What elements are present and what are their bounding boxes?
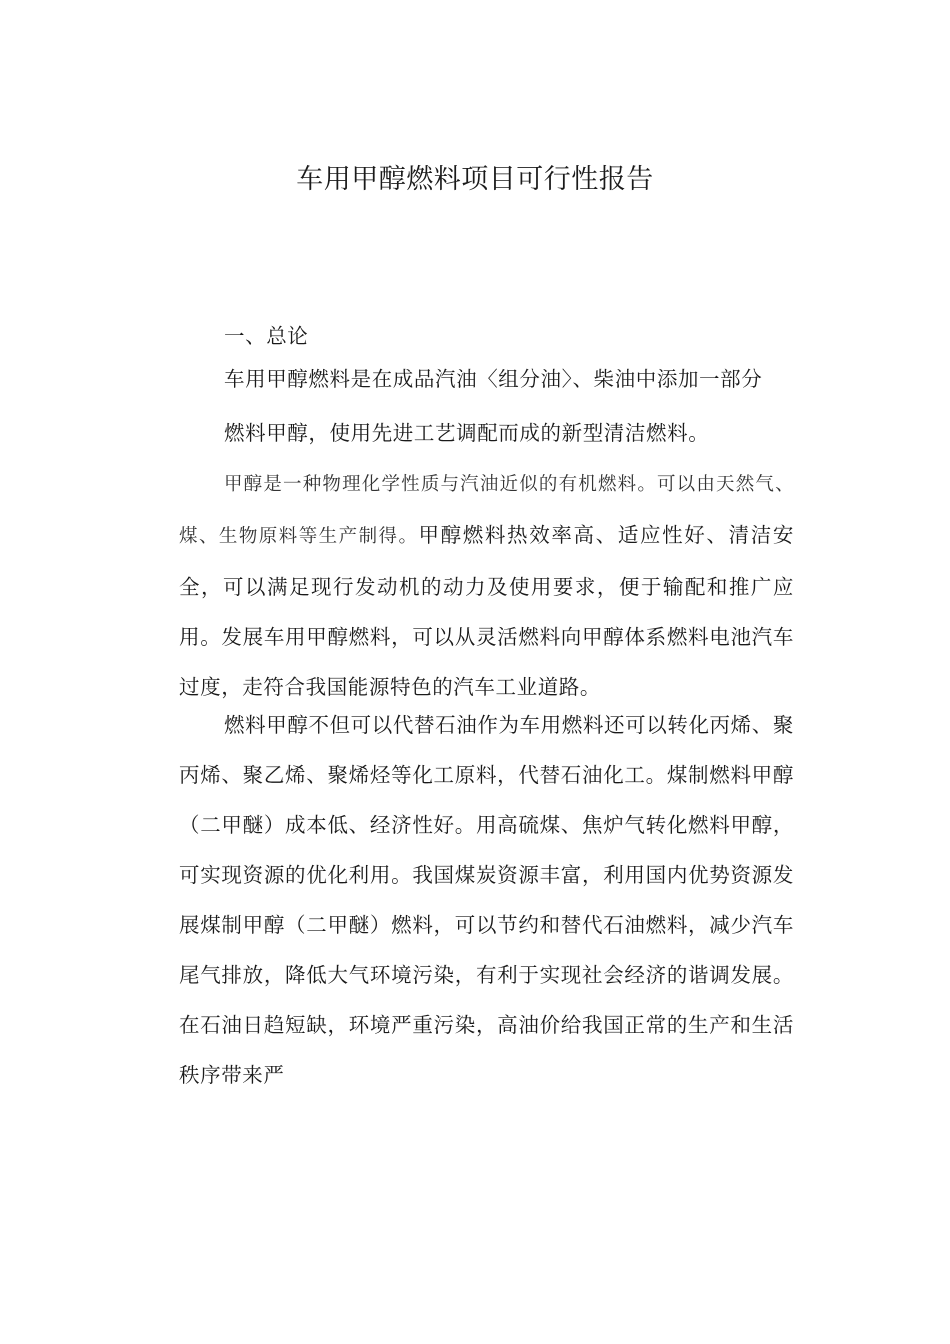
body-paragraph xyxy=(179,458,794,712)
intro-line: 车用甲醇燃料是在成品汽油〈组分油〉、柴油中添加一部分 xyxy=(224,367,763,391)
document-title: 车用甲醇燃料项目可行性报告 xyxy=(296,164,654,195)
paragraph-serif-text: 甲醇是一种物理化学性质与汽油近似的有机燃料。可以由天然气、煤、生物原料等生产制得。 xyxy=(179,474,794,547)
intro-paragraph xyxy=(224,354,794,458)
intro-line: 燃料甲醇，使用先进工艺调配而成的新型清洁燃料。 xyxy=(224,421,710,445)
body-paragraph: 燃料甲醇不但可以代替石油作为车用燃料还可以转化丙烯、聚丙烯、聚乙烯、聚烯烃等化工原料，代替石油化工。煤制燃料甲醇（二甲醚）成本低、经济性好。用高硫煤、焦炉气转化燃料甲醇，可实现资源的优化利用。我国煤炭资源丰富，利用国内优势资源发展煤制甲醇（二甲醚）燃料，可以节约和替代石油燃料，减少汽车尾气排放，降低大气环境污染，有利于实现社会经济的谐调发展。在石油日趋短缺，环境严重污染，高油价给我国正常的生产和生活秩序带来严 xyxy=(179,713,794,1087)
section-heading: 一、总论 xyxy=(224,324,309,348)
paragraph-text: 甲醇燃料热效率高、适应性好、清洁安全，可以满足现行发动机的动力及使用要求，便于输配和推广应用。发展车用甲醇燃料，可以从灵活燃料向甲醇体系燃料电池汽车过度，走符合我国能源特色的汽车工业道路。 xyxy=(179,523,794,699)
